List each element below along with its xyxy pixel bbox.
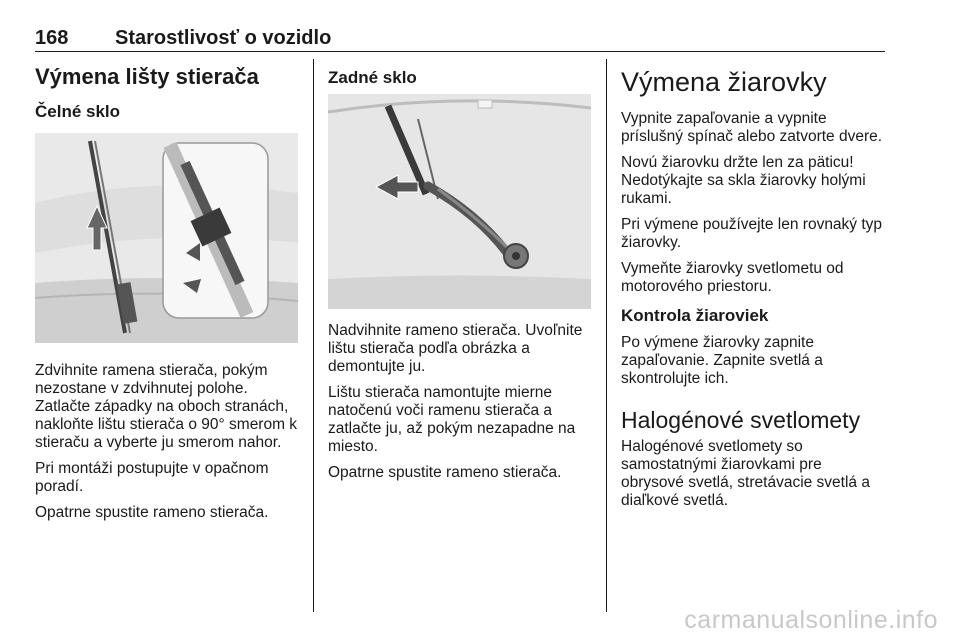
left-paragraph-2: Pri montáži postupujte v opačnom poradí. [35, 460, 269, 495]
subsection-front-glass: Čelné sklo [35, 102, 121, 121]
front-wiper-illustration [35, 133, 298, 343]
middle-paragraph-2: Lištu stierača namontujte mierne natočenú voči ramenu stierača a zatlačte ju, až pokým nezapadne na miesto. [328, 384, 576, 455]
page-number: 168 [35, 27, 69, 49]
right-paragraph-1: Vypnite zapaľovanie a vypnite príslušný spínač alebo zatvorte dvere. [621, 110, 883, 145]
left-column [35, 64, 300, 122]
left-paragraph-1: Zdvihnite ramena stierača, pokým nezostane v zdvihnutej polohe. Zatlačte západky na oboch stranách, nakloňte lištu stierača o 90° smerom k stieraču a vyberte ju smerom nahor. [35, 362, 298, 451]
subsection-rear-glass: Zadné sklo [328, 68, 417, 87]
middle-paragraph-1: Nadvihnite rameno stierača. Uvoľnite lištu stierača podľa obrázka a demontujte ju. [328, 322, 583, 375]
check-paragraph-1: Po výmene žiarovky zapnite zapaľovanie. Zapnite svetlá a skontrolujte ich. [621, 334, 823, 387]
front-wiper-drawing [35, 133, 298, 343]
middle-paragraph-3: Opatrne spustite rameno stierača. [328, 464, 562, 481]
subsection-bulb-check: Kontrola žiaroviek [621, 306, 769, 325]
middle-text [328, 322, 598, 490]
right-paragraph-3: Pri výmene používejte len rovnaký typ žiarovky. [621, 216, 883, 251]
halogen-paragraph-1: Halogénové svetlomety so samostatnými žiarovkami pre obrysové svetlá, stretávacie svetlá a diaľkové svetlá. [621, 438, 870, 509]
right-paragraph-4: Vymeňte žiarovky svetlometu od motorového priestoru. [621, 260, 844, 295]
right-paragraph-2: Novú žiarovku držte len za päticu! Nedotýkajte sa skla žiarovky holými rukami. [621, 154, 866, 207]
left-paragraph-3: Opatrne spustite rameno stierača. [35, 504, 269, 521]
watermark-text: carmanualsonline.info [684, 606, 938, 634]
middle-column [328, 68, 596, 88]
section-title-halogen: Halogénové svetlomety [621, 407, 861, 433]
page-header [35, 27, 885, 51]
chapter-title: Starostlivosť o vozidlo [115, 27, 332, 49]
rear-wiper-illustration [328, 94, 591, 309]
rear-wiper-drawing [328, 94, 591, 309]
right-column [621, 66, 887, 518]
header-rule [35, 51, 885, 52]
section-title-bulb: Výmena žiarovky [621, 67, 827, 97]
column-divider-1 [313, 59, 314, 612]
section-title-wiper: Výmena lišty stierača [35, 64, 259, 89]
column-divider-2 [606, 59, 607, 612]
left-text [35, 362, 303, 530]
